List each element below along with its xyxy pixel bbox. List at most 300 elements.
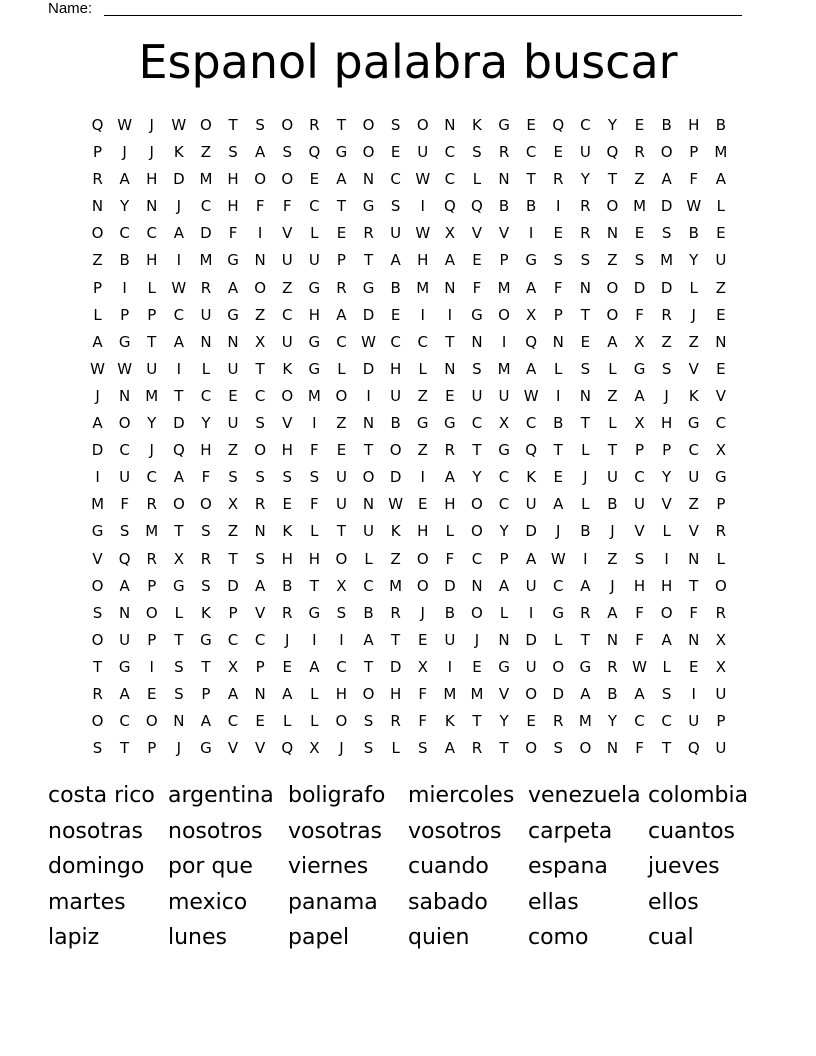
grid-letter[interactable]: J [474, 630, 480, 649]
grid-letter[interactable]: R [715, 522, 727, 541]
grid-letter[interactable]: S [255, 414, 265, 433]
grid-letter[interactable]: L [689, 278, 698, 297]
grid-letter[interactable]: R [336, 278, 347, 297]
grid-letter[interactable]: N [606, 630, 619, 649]
grid-letter[interactable]: L [716, 197, 726, 216]
grid-letter[interactable]: Z [688, 495, 699, 514]
grid-letter[interactable]: B [525, 197, 537, 216]
grid-letter[interactable]: I [420, 468, 425, 487]
grid-letter[interactable]: N [119, 386, 131, 405]
grid-letter[interactable]: U [119, 468, 131, 487]
grid-letter[interactable]: T [363, 657, 374, 676]
grid-letter[interactable]: G [362, 278, 375, 297]
grid-letter[interactable]: L [499, 603, 509, 622]
grid-letter[interactable]: O [389, 441, 402, 460]
grid-letter[interactable]: R [92, 170, 103, 189]
grid-letter[interactable]: N [362, 495, 375, 514]
grid-letter[interactable]: O [254, 441, 267, 460]
grid-letter[interactable]: G [227, 251, 239, 270]
grid-letter[interactable]: T [363, 441, 374, 460]
grid-letter[interactable]: T [472, 712, 482, 731]
grid-letter[interactable]: X [173, 549, 184, 568]
grid-letter[interactable]: A [607, 603, 618, 622]
grid-letter[interactable]: W [90, 359, 105, 378]
grid-letter[interactable]: U [471, 386, 483, 405]
grid-letter[interactable]: O [254, 170, 267, 189]
grid-letter[interactable]: T [607, 441, 618, 460]
grid-letter[interactable]: O [91, 712, 104, 731]
grid-letter[interactable]: B [553, 414, 564, 433]
grid-letter[interactable]: C [552, 576, 564, 595]
grid-letter[interactable]: H [227, 170, 239, 189]
grid-letter[interactable]: H [444, 495, 456, 514]
grid-letter[interactable]: E [553, 468, 563, 487]
grid-letter[interactable]: C [119, 224, 130, 243]
grid-letter[interactable]: J [176, 197, 182, 216]
grid-letter[interactable]: Z [607, 549, 618, 568]
grid-letter[interactable]: V [634, 522, 645, 541]
grid-letter[interactable]: U [525, 657, 537, 676]
grid-letter[interactable]: S [174, 657, 184, 676]
grid-letter[interactable]: T [607, 170, 618, 189]
grid-letter[interactable]: K [526, 468, 537, 487]
grid-letter[interactable]: B [390, 414, 401, 433]
grid-letter[interactable]: T [92, 657, 103, 676]
grid-letter[interactable]: N [579, 278, 591, 297]
grid-letter[interactable]: W [550, 549, 566, 568]
grid-letter[interactable]: P [228, 603, 238, 622]
grid-letter[interactable]: W [523, 386, 539, 405]
grid-letter[interactable]: H [308, 305, 320, 324]
grid-letter[interactable]: M [578, 712, 592, 731]
grid-letter[interactable]: D [173, 170, 185, 189]
grid-letter[interactable]: J [610, 522, 615, 541]
grid-letter[interactable]: C [444, 170, 456, 189]
grid-letter[interactable]: O [281, 170, 294, 189]
name-underline[interactable] [104, 15, 742, 16]
grid-letter[interactable]: L [310, 712, 319, 731]
grid-letter[interactable]: H [661, 414, 673, 433]
grid-letter[interactable]: C [444, 143, 456, 162]
grid-letter[interactable]: O [471, 522, 483, 541]
grid-letter[interactable]: L [554, 630, 563, 649]
grid-letter[interactable]: N [200, 332, 212, 351]
grid-letter[interactable]: C [661, 712, 672, 731]
grid-letter[interactable]: O [335, 712, 348, 731]
grid-letter[interactable]: J [420, 603, 425, 622]
grid-letter[interactable]: D [173, 414, 185, 433]
grid-letter[interactable]: O [200, 495, 212, 514]
grid-letter[interactable]: T [201, 657, 211, 676]
grid-letter[interactable]: I [447, 305, 453, 324]
grid-letter[interactable]: Q [552, 116, 565, 134]
grid-letter[interactable]: L [201, 359, 211, 378]
grid-letter[interactable]: T [336, 522, 347, 541]
grid-letter[interactable]: X [526, 305, 537, 324]
grid-letter[interactable]: I [528, 224, 534, 243]
grid-letter[interactable]: B [444, 603, 455, 622]
grid-letter[interactable]: L [391, 739, 400, 758]
grid-letter[interactable]: N [688, 630, 700, 649]
grid-letter[interactable]: C [634, 468, 645, 487]
grid-letter[interactable]: K [472, 116, 482, 134]
grid-letter[interactable]: A [309, 657, 320, 676]
grid-letter[interactable]: N [119, 603, 131, 622]
grid-letter[interactable]: C [336, 332, 347, 351]
grid-letter[interactable]: E [228, 386, 238, 405]
grid-letter[interactable]: S [255, 549, 265, 568]
grid-letter[interactable]: R [498, 143, 510, 162]
grid-letter[interactable]: V [255, 603, 266, 622]
grid-letter[interactable]: Y [499, 712, 509, 731]
grid-letter[interactable]: J [149, 441, 154, 460]
grid-letter[interactable]: C [498, 495, 510, 514]
grid-letter[interactable]: C [390, 170, 401, 189]
grid-letter[interactable]: S [580, 251, 591, 270]
grid-letter[interactable]: A [173, 332, 184, 351]
grid-letter[interactable]: E [553, 143, 563, 162]
grid-letter[interactable]: C [498, 468, 510, 487]
grid-letter[interactable]: Y [147, 414, 157, 433]
grid-letter[interactable]: I [257, 224, 263, 243]
grid-letter[interactable]: R [553, 170, 564, 189]
grid-letter[interactable]: Y [689, 251, 699, 270]
grid-letter[interactable]: H [335, 684, 348, 703]
grid-letter[interactable]: T [174, 630, 184, 649]
grid-letter[interactable]: U [525, 495, 537, 514]
grid-letter[interactable]: H [390, 684, 402, 703]
grid-letter[interactable]: F [635, 603, 644, 622]
grid-letter[interactable]: A [363, 630, 374, 649]
grid-letter[interactable]: I [556, 386, 561, 405]
grid-letter[interactable]: V [282, 224, 293, 243]
grid-letter[interactable]: I [312, 414, 317, 433]
grid-letter[interactable]: D [552, 684, 565, 703]
grid-letter[interactable]: O [118, 414, 131, 433]
grid-letter[interactable]: E [716, 224, 726, 243]
grid-letter[interactable]: J [122, 143, 127, 162]
grid-letter[interactable]: X [715, 441, 726, 460]
grid-letter[interactable]: R [471, 739, 483, 758]
grid-letter[interactable]: S [119, 522, 130, 541]
grid-letter[interactable]: S [390, 116, 401, 134]
grid-letter[interactable]: K [390, 522, 401, 541]
grid-letter[interactable]: V [688, 522, 699, 541]
grid-letter[interactable]: Z [688, 332, 699, 351]
grid-letter[interactable]: G [91, 522, 104, 541]
grid-letter[interactable]: B [688, 224, 699, 243]
grid-letter[interactable]: A [526, 359, 537, 378]
grid-letter[interactable]: S [472, 359, 482, 378]
grid-letter[interactable]: H [281, 441, 293, 460]
grid-letter[interactable]: S [255, 468, 265, 487]
grid-letter[interactable]: F [689, 603, 699, 622]
grid-letter[interactable]: H [661, 576, 673, 595]
grid-letter[interactable]: L [662, 522, 671, 541]
grid-letter[interactable]: P [93, 143, 103, 162]
grid-letter[interactable]: A [634, 386, 645, 405]
grid-letter[interactable]: A [553, 495, 564, 514]
grid-letter[interactable]: T [336, 197, 347, 216]
grid-letter[interactable]: F [472, 278, 482, 297]
grid-letter[interactable]: Q [471, 197, 483, 216]
grid-letter[interactable]: D [362, 359, 375, 378]
grid-letter[interactable]: A [92, 332, 103, 351]
grid-letter[interactable]: Q [443, 197, 456, 216]
grid-letter[interactable]: Z [227, 441, 239, 460]
grid-letter[interactable]: A [498, 576, 510, 595]
grid-letter[interactable]: S [553, 739, 563, 758]
grid-letter[interactable]: R [363, 224, 374, 243]
grid-letter[interactable]: D [91, 441, 104, 460]
grid-letter[interactable]: V [282, 414, 293, 433]
grid-letter[interactable]: P [499, 251, 509, 270]
grid-letter[interactable]: H [227, 197, 239, 216]
grid-letter[interactable]: D [633, 278, 646, 297]
grid-letter[interactable]: R [146, 549, 157, 568]
grid-letter[interactable]: Z [417, 441, 428, 460]
grid-letter[interactable]: A [119, 684, 130, 703]
grid-letter[interactable]: G [579, 657, 592, 676]
grid-letter[interactable]: M [470, 684, 484, 703]
grid-letter[interactable]: J [176, 739, 182, 758]
grid-letter[interactable]: G [552, 603, 565, 622]
grid-letter[interactable]: A [173, 468, 184, 487]
grid-letter[interactable]: N [688, 549, 700, 568]
grid-letter[interactable]: G [687, 414, 700, 433]
grid-letter[interactable]: U [390, 224, 402, 243]
grid-letter[interactable]: L [364, 549, 373, 568]
grid-letter[interactable]: S [363, 739, 374, 758]
grid-letter[interactable]: I [528, 603, 534, 622]
grid-letter[interactable]: E [146, 684, 157, 703]
grid-letter[interactable]: G [362, 197, 375, 216]
grid-letter[interactable]: Y [499, 522, 509, 541]
grid-letter[interactable]: W [171, 116, 187, 134]
grid-letter[interactable]: L [608, 414, 617, 433]
grid-letter[interactable]: Q [91, 116, 104, 134]
grid-letter[interactable]: H [308, 549, 320, 568]
grid-letter[interactable]: K [173, 143, 184, 162]
grid-letter[interactable]: T [174, 522, 184, 541]
grid-letter[interactable]: I [95, 468, 100, 487]
grid-letter[interactable]: I [176, 359, 182, 378]
grid-letter[interactable]: S [174, 684, 184, 703]
grid-letter[interactable]: R [254, 495, 266, 514]
grid-letter[interactable]: Q [606, 143, 619, 162]
grid-letter[interactable]: E [255, 712, 265, 731]
grid-letter[interactable]: S [661, 684, 672, 703]
grid-letter[interactable]: L [337, 359, 346, 378]
grid-letter[interactable]: E [390, 305, 401, 324]
grid-letter[interactable]: T [309, 576, 319, 595]
grid-letter[interactable]: Z [92, 251, 103, 270]
grid-letter[interactable]: K [282, 359, 293, 378]
grid-letter[interactable]: Y [472, 468, 482, 487]
grid-letter[interactable]: P [716, 495, 726, 514]
grid-letter[interactable]: O [172, 495, 185, 514]
grid-letter[interactable]: W [117, 359, 133, 378]
grid-letter[interactable]: U [498, 386, 510, 405]
grid-letter[interactable]: N [362, 414, 375, 433]
grid-letter[interactable]: E [553, 224, 563, 243]
grid-letter[interactable]: U [715, 739, 727, 758]
grid-letter[interactable]: L [174, 603, 184, 622]
grid-letter[interactable]: U [146, 359, 158, 378]
grid-letter[interactable]: D [444, 576, 456, 595]
grid-letter[interactable]: L [418, 359, 427, 378]
grid-letter[interactable]: H [633, 576, 646, 595]
grid-letter[interactable]: W [686, 197, 702, 216]
grid-letter[interactable]: S [228, 143, 238, 162]
grid-letter[interactable]: G [444, 414, 456, 433]
grid-letter[interactable]: Y [662, 468, 672, 487]
grid-letter[interactable]: B [390, 278, 401, 297]
grid-letter[interactable]: F [635, 305, 644, 324]
grid-letter[interactable]: A [607, 332, 618, 351]
grid-letter[interactable]: O [335, 386, 348, 405]
grid-letter[interactable]: O [498, 305, 510, 324]
grid-letter[interactable]: A [227, 278, 239, 297]
grid-letter[interactable]: N [146, 197, 158, 216]
grid-letter[interactable]: O [91, 630, 104, 649]
grid-letter[interactable]: C [119, 441, 130, 460]
grid-letter[interactable]: E [390, 143, 401, 162]
grid-letter[interactable]: W [415, 170, 431, 189]
grid-letter[interactable]: X [444, 224, 455, 243]
grid-letter[interactable]: T [689, 576, 699, 595]
grid-letter[interactable]: V [227, 739, 239, 758]
grid-letter[interactable]: P [147, 576, 157, 595]
grid-letter[interactable]: T [553, 441, 563, 460]
grid-letter[interactable]: C [200, 197, 212, 216]
grid-letter[interactable]: M [443, 684, 457, 703]
grid-letter[interactable]: H [688, 116, 700, 134]
grid-letter[interactable]: C [281, 305, 293, 324]
grid-letter[interactable]: P [147, 630, 157, 649]
grid-letter[interactable]: O [660, 143, 673, 162]
grid-letter[interactable]: W [361, 332, 376, 351]
grid-letter[interactable]: A [526, 549, 537, 568]
grid-letter[interactable]: X [227, 657, 239, 676]
grid-letter[interactable]: O [416, 576, 429, 595]
grid-letter[interactable]: L [581, 495, 590, 514]
grid-letter[interactable]: O [416, 116, 429, 134]
grid-letter[interactable]: G [498, 441, 510, 460]
grid-letter[interactable]: M [389, 576, 403, 595]
grid-letter[interactable]: W [117, 116, 133, 134]
grid-letter[interactable]: P [553, 305, 563, 324]
grid-letter[interactable]: S [282, 143, 292, 162]
grid-letter[interactable]: S [661, 359, 672, 378]
grid-letter[interactable]: C [471, 414, 483, 433]
grid-letter[interactable]: U [308, 251, 320, 270]
grid-letter[interactable]: F [635, 739, 644, 758]
grid-letter[interactable]: A [119, 576, 130, 595]
grid-letter[interactable]: D [200, 224, 212, 243]
grid-letter[interactable]: C [471, 549, 483, 568]
grid-letter[interactable]: G [308, 359, 321, 378]
grid-letter[interactable]: R [390, 603, 401, 622]
grid-letter[interactable]: V [255, 739, 266, 758]
grid-letter[interactable]: L [445, 522, 455, 541]
grid-letter[interactable]: A [282, 684, 293, 703]
grid-letter[interactable]: N [173, 712, 185, 731]
grid-letter[interactable]: O [362, 684, 375, 703]
grid-letter[interactable]: S [201, 522, 211, 541]
grid-letter[interactable]: Z [390, 549, 401, 568]
grid-letter[interactable]: E [472, 657, 482, 676]
grid-letter[interactable]: M [145, 522, 159, 541]
grid-letter[interactable]: E [445, 386, 455, 405]
grid-letter[interactable]: G [200, 630, 212, 649]
grid-letter[interactable]: Z [282, 278, 293, 297]
grid-letter[interactable]: E [716, 359, 726, 378]
grid-letter[interactable]: U [281, 251, 293, 270]
grid-letter[interactable]: N [606, 224, 619, 243]
grid-letter[interactable]: P [689, 143, 699, 162]
grid-letter[interactable]: M [416, 278, 430, 297]
grid-letter[interactable]: I [366, 386, 371, 405]
grid-letter[interactable]: E [716, 305, 726, 324]
grid-letter[interactable]: U [281, 332, 293, 351]
grid-letter[interactable]: I [664, 549, 669, 568]
grid-letter[interactable]: X [498, 414, 510, 433]
grid-letter[interactable]: W [388, 495, 404, 514]
grid-letter[interactable]: Y [607, 116, 618, 134]
grid-letter[interactable]: A [200, 712, 212, 731]
grid-letter[interactable]: X [715, 657, 726, 676]
grid-letter[interactable]: C [336, 657, 347, 676]
grid-letter[interactable]: N [498, 170, 510, 189]
grid-letter[interactable]: D [525, 522, 537, 541]
grid-letter[interactable]: T [120, 739, 130, 758]
grid-letter[interactable]: Q [172, 441, 185, 460]
grid-letter[interactable]: G [335, 143, 348, 162]
grid-letter[interactable]: A [634, 684, 645, 703]
grid-letter[interactable]: F [635, 630, 644, 649]
grid-letter[interactable]: N [254, 522, 266, 541]
grid-letter[interactable]: N [471, 332, 483, 351]
grid-letter[interactable]: M [307, 386, 321, 405]
grid-letter[interactable]: G [471, 305, 483, 324]
grid-letter[interactable]: I [420, 305, 425, 324]
grid-letter[interactable]: D [227, 576, 239, 595]
grid-letter[interactable]: Q [308, 143, 321, 162]
grid-letter[interactable]: H [146, 170, 158, 189]
grid-letter[interactable]: V [715, 386, 726, 405]
grid-letter[interactable]: U [525, 576, 537, 595]
grid-letter[interactable]: O [606, 305, 619, 324]
grid-letter[interactable]: U [688, 712, 700, 731]
grid-letter[interactable]: H [390, 359, 402, 378]
grid-letter[interactable]: L [147, 278, 156, 297]
grid-letter[interactable]: O [362, 468, 375, 487]
grid-letter[interactable]: E [336, 224, 347, 243]
grid-letter[interactable]: E [634, 116, 645, 134]
grid-letter[interactable]: P [147, 305, 157, 324]
grid-letter[interactable]: B [715, 116, 726, 134]
grid-letter[interactable]: S [580, 359, 591, 378]
grid-letter[interactable]: P [93, 278, 103, 297]
grid-letter[interactable]: H [146, 251, 158, 270]
grid-letter[interactable]: A [661, 630, 672, 649]
grid-letter[interactable]: E [634, 224, 645, 243]
grid-letter[interactable]: I [556, 197, 561, 216]
grid-letter[interactable]: C [688, 441, 699, 460]
grid-letter[interactable]: M [633, 197, 647, 216]
grid-letter[interactable]: N [715, 332, 727, 351]
